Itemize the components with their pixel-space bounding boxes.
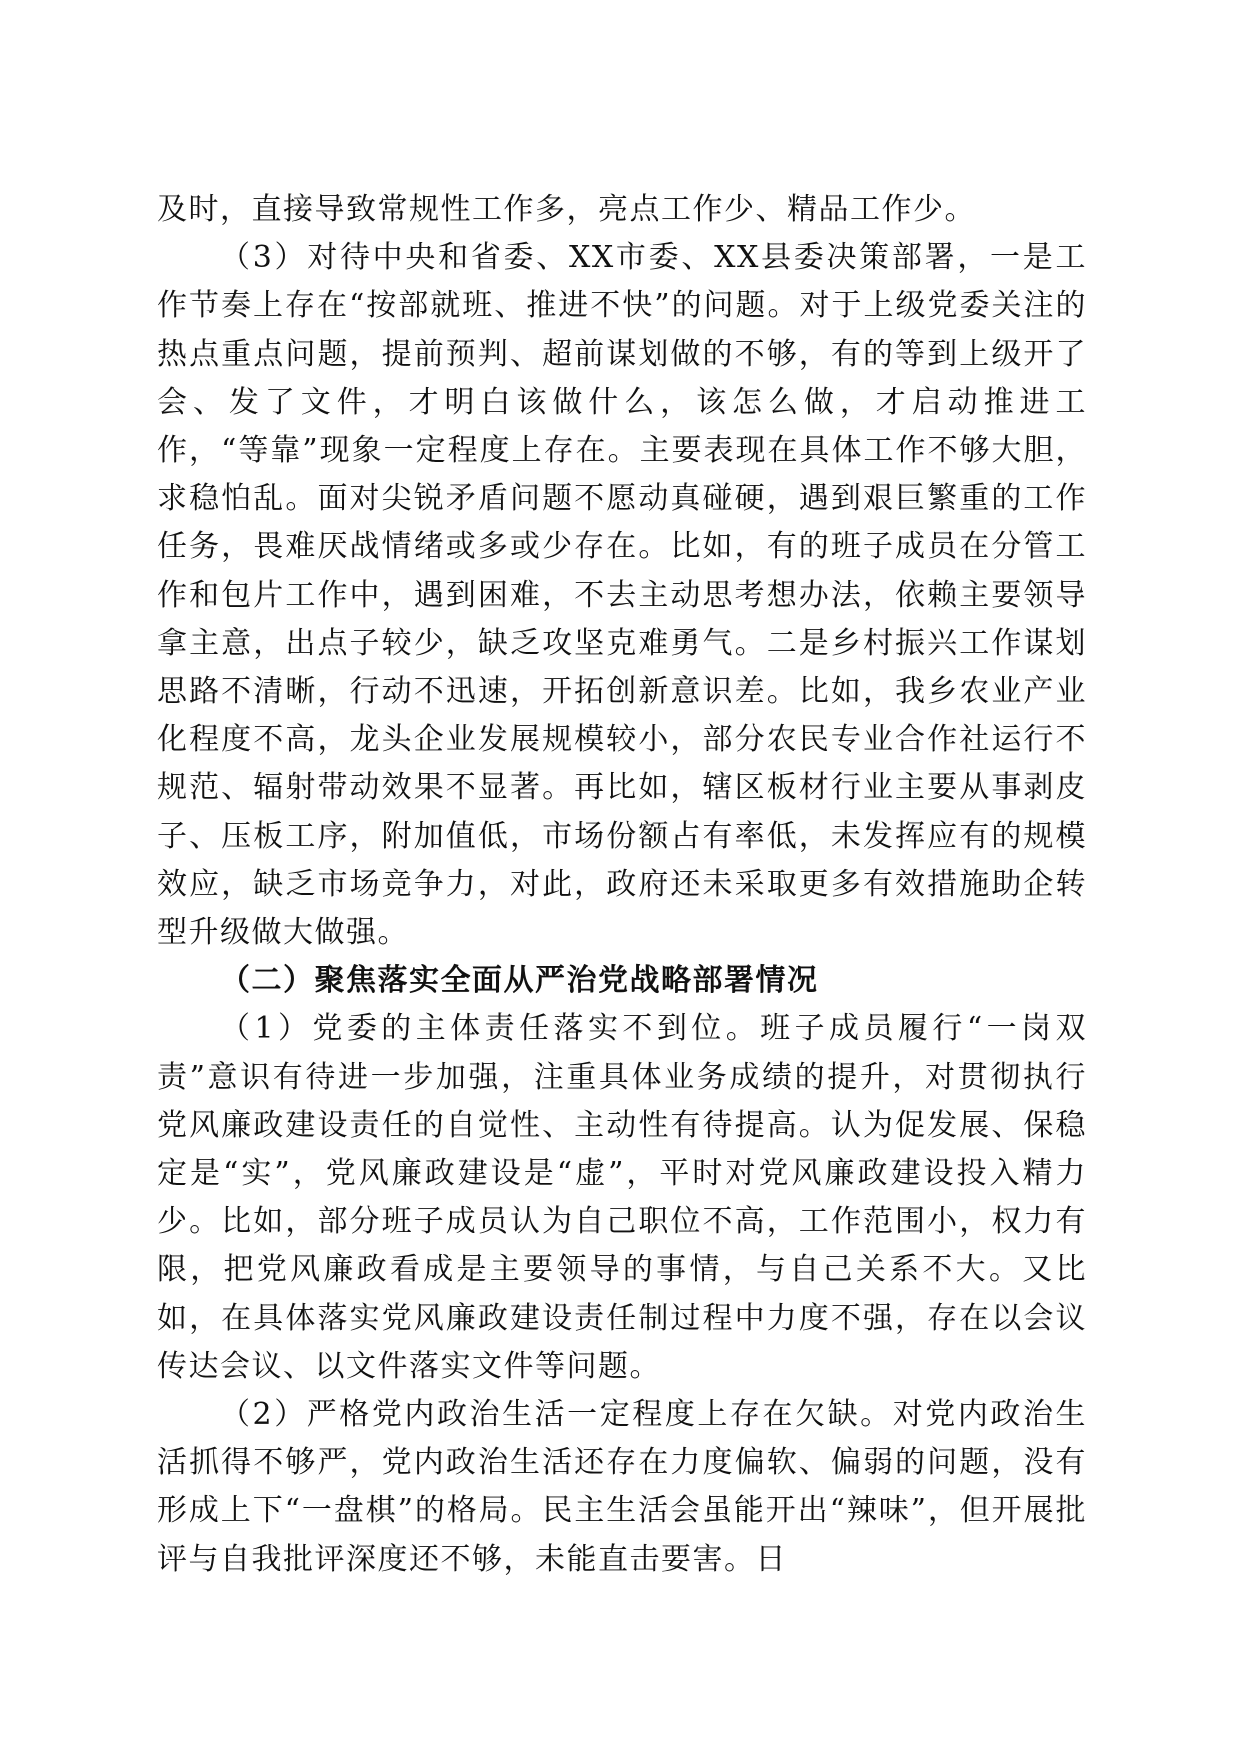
document-body	[157, 186, 1087, 1584]
paragraph-item-3: （3）对待中央和省委、XX市委、XX县委决策部署，一是工作节奏上存在“按部就班、推进不快”的问题。对于上级党委关注的热点重点问题，提前预判、超前谋划做的不够，有的等到上级开了会、发了文件，才明白该做什么，该怎么做，才启动推进工作，“等靠”现象一定程度上存在。主要表现在具体工作不够大胆，求稳怕乱。面对尖锐矛盾问题不愿动真碰硬，遇到艰巨繁重的工作任务，畏难厌战情绪或多或少存在。比如，有的班子成员在分管工作和包片工作中，遇到困难，不去主动思考想办法，依赖主要领导拿主意，出点子较少，缺乏攻坚克难勇气。二是乡村振兴工作谋划思路不清晰，行动不迅速，开拓创新意识差。比如，我乡农业产业化程度不高，龙头企业发展规模较小，部分农民专业合作社运行不规范、辐射带动效果不显著。再比如，辖区板材行业主要从事剥皮子、压板工序，附加值低，市场份额占有率低，未发挥应有的规模效应，缺乏市场竞争力，对此，政府还未采取更多有效措施助企转型升级做大做强。	[157, 240, 1087, 951]
section-heading-2: （二）聚焦落实全面从严治党战略部署情况	[220, 963, 819, 999]
paragraph-continuation: 及时，直接导致常规性工作多，亮点工作少、精品工作少。	[157, 192, 976, 227]
paragraph-item-1: （1）党委的主体责任落实不到位。班子成员履行“一岗双责”意识有待进一步加强，注重具体业务成绩的提升，对贯彻执行党风廉政建设责任的自觉性、主动性有待提高。认为促发展、保稳定是“实”，党风廉政建设是“虚”，平时对党风廉政建设投入精力少。比如，部分班子成员认为自己职位不高，工作范围小，权力有限，把党风廉政看成是主要领导的事情，与自己关系不大。又比如，在具体落实党风廉政建设责任制过程中力度不强，存在以会议传达会议、以文件落实文件等问题。	[157, 1011, 1087, 1384]
paragraph-item-2: （2）严格党内政治生活一定程度上存在欠缺。对党内政治生活抓得不够严，党内政治生活还存在力度偏软、偏弱的问题，没有形成上下“一盘棋”的格局。民主生活会虽能开出“辣味”，但开展批评与自我批评深度还不够，未能直击要害。日	[157, 1397, 1087, 1577]
